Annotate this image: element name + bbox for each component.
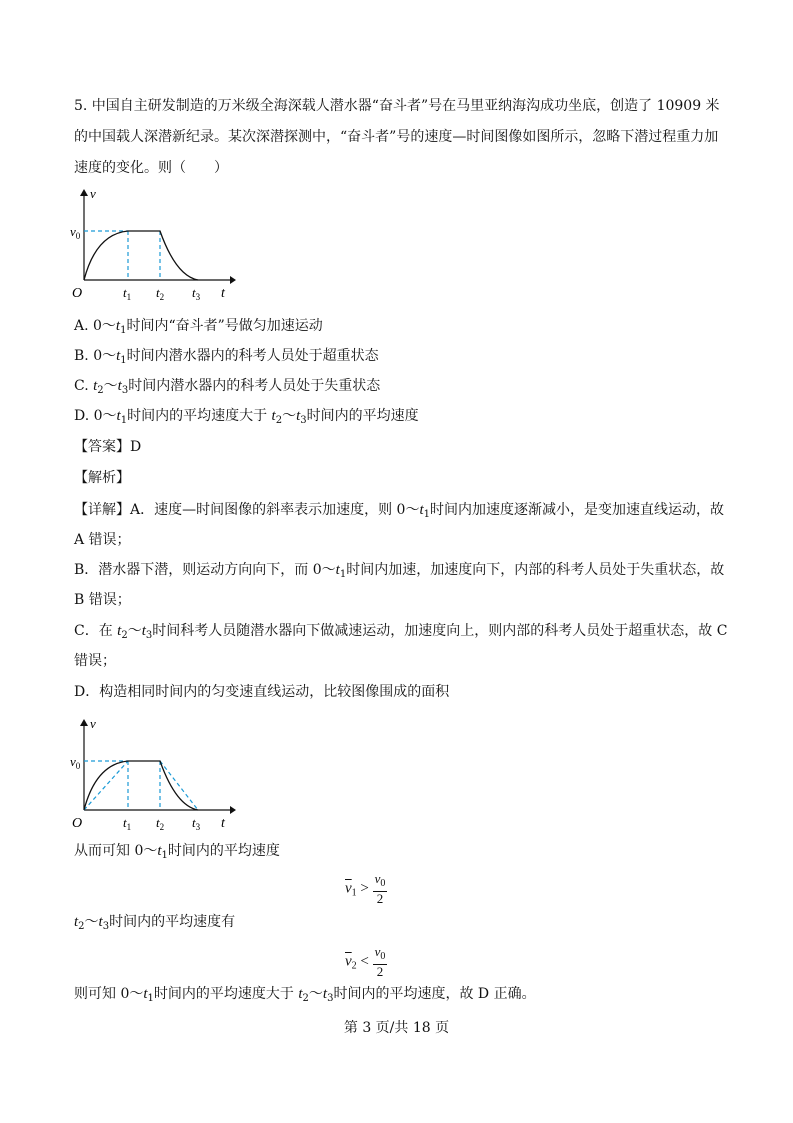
v-axis-label: v	[90, 716, 96, 731]
y-axis-arrow	[80, 719, 88, 726]
y-axis-arrow	[80, 189, 88, 196]
t2-label: $t_2$	[156, 815, 165, 832]
option-a: A. $0\sim t_1$时间内“奋斗者”号做匀加速运动	[74, 318, 323, 336]
x-axis-arrow	[230, 806, 236, 814]
uniform-decel-dashed-line	[160, 761, 198, 810]
detail-a-line-2: A 错误；	[74, 532, 131, 548]
t3-label: $t_3$	[192, 285, 201, 302]
detail-c-line-2: 错误；	[74, 653, 116, 669]
velocity-time-graph-2	[70, 716, 240, 834]
velocity-curve	[84, 761, 198, 810]
option-c: C. $t_2\sim t_3$时间内潜水器内的科考人员处于失重状态	[74, 378, 381, 396]
v0-label: $v_0$	[70, 754, 81, 771]
detail-b-line-2: B 错误；	[74, 592, 131, 608]
t1-label: $t_1$	[123, 815, 132, 832]
t1-label: $t_1$	[123, 285, 132, 302]
detail-a-line-1: 【详解】A．速度—时间图像的斜率表示加速度，则 $0\sim t_1$时间内加速度逐渐减小，是变加速直线运动，故	[74, 502, 725, 520]
option-b: B. $0\sim t_1$时间内潜水器内的科考人员处于超重状态	[74, 348, 379, 366]
t3-label: $t_3$	[192, 815, 201, 832]
formula-v1-greater: $\overline{v}_1$ > $\frac{v_0}{2}$	[345, 871, 386, 906]
option-d: D. $0\sim t_1$时间内的平均速度大于 $t_2\sim t_3$时间内的平均速度	[74, 408, 419, 426]
page-footer: 第 3 页/共 18 页	[343, 1020, 450, 1036]
question-line-3: 速度的变化。则（ ）	[74, 160, 228, 176]
analysis-label: 【解析】	[74, 470, 130, 486]
detail-b-line-1: B．潜水器下潜，则运动方向向下，而 $0\sim t_1$时间内加速，加速度向下，内部的科考人员处于失重状态，故	[74, 562, 725, 580]
detail-c-line-1: C．在 $t_2\sim t_3$时间科考人员随潜水器向下做减速运动，加速度向上，则内部的科考人员处于超重状态，故 C	[74, 623, 728, 641]
v-axis-label: v	[90, 186, 96, 201]
conclusion-line-1: 从而可知 $0\sim t_1$时间内的平均速度	[74, 843, 280, 861]
answer-line: 【答案】D	[74, 439, 142, 455]
t2-label: $t_2$	[156, 285, 165, 302]
conclusion-line-3: 则可知 $0\sim t_1$时间内的平均速度大于 $t_2\sim t_3$时间内的平均速度，故 D 正确。	[74, 986, 536, 1004]
question-line-2: 的中国载人深潜新纪录。某次深潜探测中，“奋斗者”号的速度—时间图像如图所示，忽略下潜过程重力加	[74, 129, 719, 145]
question-line-1: 5. 中国自主研发制造的万米级全海深载人潜水器“奋斗者”号在马里亚纳海沟成功坐底，创造了 10909 米	[74, 98, 720, 114]
velocity-curve	[84, 231, 198, 280]
velocity-time-graph-1	[70, 186, 240, 304]
x-axis-arrow	[230, 276, 236, 284]
formula-v2-less: $\overline{v}_2$ < $\frac{v_0}{2}$	[345, 944, 386, 979]
conclusion-line-2: $t_2\sim t_3$时间内的平均速度有	[74, 914, 236, 932]
v0-label: $v_0$	[70, 224, 81, 241]
origin-label: O	[72, 816, 83, 831]
t-axis-label: t	[221, 286, 225, 301]
origin-label: O	[72, 286, 83, 301]
detail-d-line-1: D．构造相同时间内的匀变速直线运动，比较图像围成的面积	[74, 684, 450, 700]
uniform-accel-dashed-line	[84, 761, 128, 810]
t-axis-label: t	[221, 816, 225, 831]
